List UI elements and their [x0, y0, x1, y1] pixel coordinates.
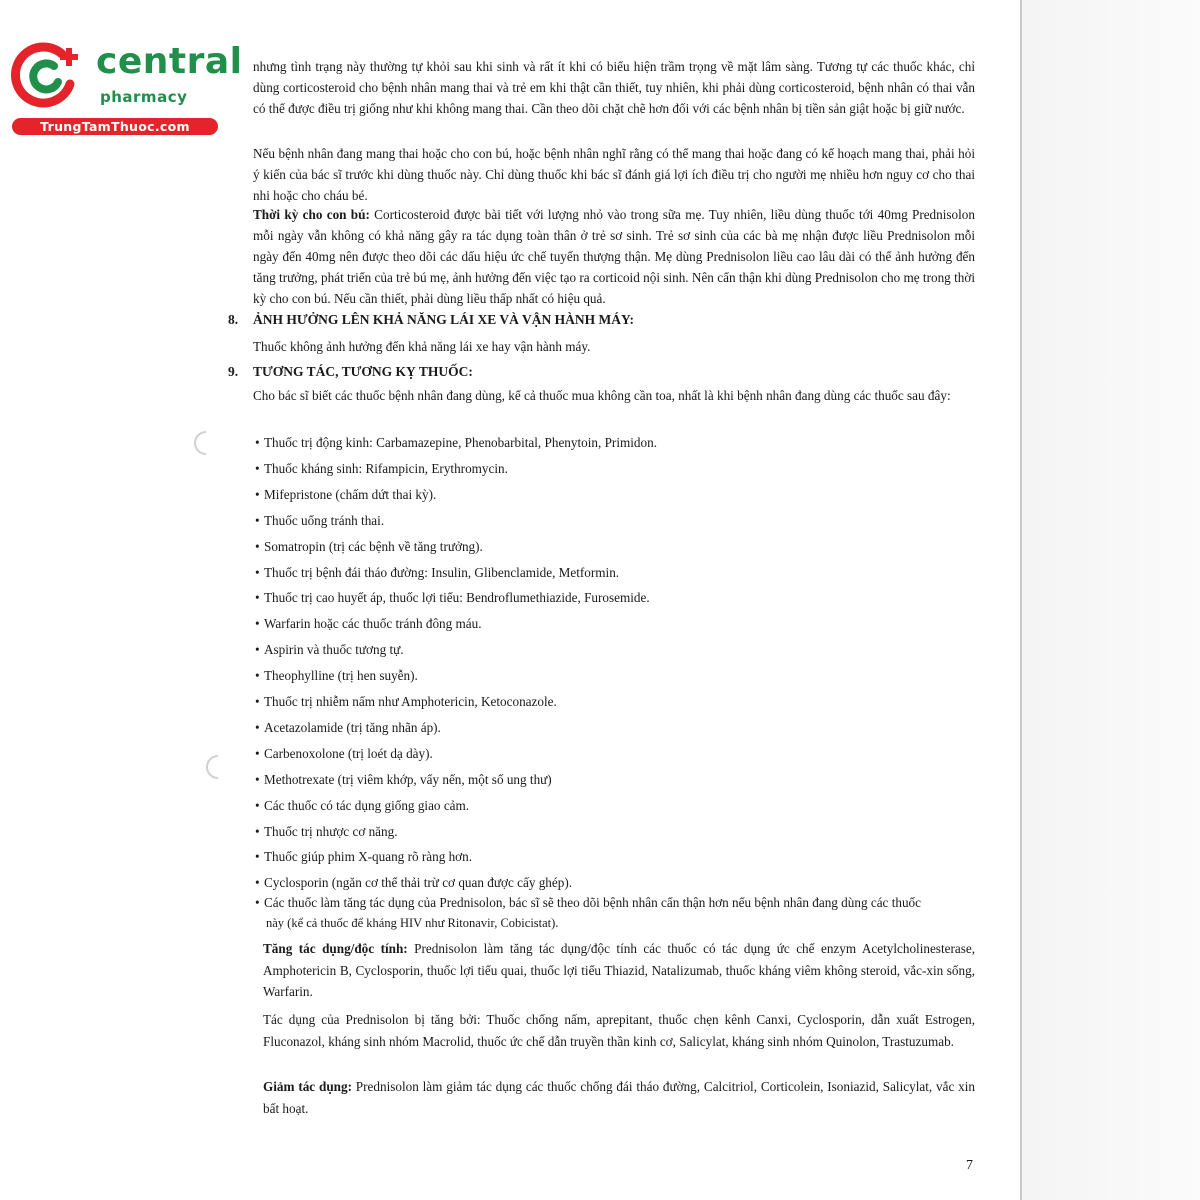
list-item-text: Cyclosporin (ngăn cơ thể thải trừ cơ quan được cấy ghép).: [264, 875, 573, 891]
decreased-effect-label: Giảm tác dụng:: [263, 1079, 352, 1094]
pharmacy-logo-icon: [10, 38, 84, 112]
list-item-text: Thuốc trị cao huyết áp, thuốc lợi tiểu: Bendroflumethiazide, Furosemide.: [264, 590, 650, 606]
list-item-text: Theophylline (trị hen suyễn).: [264, 668, 418, 684]
increased-toxicity-paragraph: [263, 938, 975, 1003]
list-item: • Thuốc trị bệnh đái tháo đường: Insulin, Glibenclamide, Metformin.: [255, 564, 620, 580]
page-margin-shadow: [1022, 0, 1200, 1200]
breastfeeding-text: Corticosteroid được bài tiết với lượng nhỏ vào trong sữa mẹ. Tuy nhiên, liều dùng thuốc tới 40mg Prednisolon mỗi ngày vẫn không có khả năng gây ra tác dụng toàn thân ở trẻ sơ sinh. Trẻ sơ sinh của các bà mẹ nhận được liều Prednisolon mỗi ngày đến 40mg nên được theo dõi các dấu hiệu ức chế tuyến thượng thận. Mẹ dùng Prednisolon liều cao lâu dài có thể ảnh hưởng đến tăng trưởng, phát triển của trẻ bú mẹ, ảnh hưởng đến việc tạo ra corticoid nội sinh. Nên cẩn thận khi dùng Prednisolon cho mẹ trong thời kỳ cho con bú. Nếu cần thiết, phải dùng liều thấp nhất có hiệu quả.: [253, 207, 975, 306]
section-8-heading: [228, 312, 634, 328]
list-item-text: Thuốc giúp phim X-quang rõ ràng hơn.: [264, 849, 473, 865]
list-item: • Methotrexate (trị viêm khớp, vẩy nến, một số ung thư): [255, 771, 552, 787]
list-item-text: Thuốc trị nhược cơ năng.: [264, 823, 398, 839]
list-item-text: Acetazolamide (trị tăng nhãn áp).: [264, 719, 441, 735]
list-item: • Thuốc trị nhiễm nấm như Amphotericin, Ketoconazole.: [255, 694, 557, 709]
breastfeeding-label: Thời kỳ cho con bú:: [253, 207, 370, 222]
list-item-text: Warfarin hoặc các thuốc tránh đông máu.: [264, 616, 482, 632]
list-item-continuation: này (kể cả thuốc để kháng HIV như Ritonavir, Cobicistat).: [266, 916, 559, 930]
increased-toxicity-label: Tăng tác dụng/độc tính:: [263, 941, 408, 956]
page-edge: [1020, 0, 1022, 1200]
pregnancy-paragraph: nhưng tình trạng này thường tự khỏi sau khi sinh và rất ít khi có biểu hiện trầm trọng về mặt lâm sàng. Tương tự các thuốc khác, chỉ dùng corticosteroid cho bệnh nhân mang thai và trẻ em khi thật cần thiết, tuy nhiên, khi phải dùng corticosteroid, bệnh nhân có thai vẫn có thể được điều trị giống như khi không mang thai. Cần theo dõi chặt chẽ hơn đối với các bệnh nhân bị tiền sản giật hoặc bị giữ nước.: [253, 59, 975, 116]
breastfeeding-paragraph: [253, 204, 975, 309]
section-9-intro: Cho bác sĩ biết các thuốc bệnh nhân đang dùng, kể cả thuốc mua không cần toa, nhất là khi bệnh nhân đang dùng các thuốc sau đây:: [253, 388, 951, 403]
list-item-text: Thuốc trị động kinh: Carbamazepine, Phenobarbital, Phenytoin, Primidon.: [264, 435, 657, 450]
list-item-text: Methotrexate (trị viêm khớp, vẩy nến, một số ung thư): [264, 771, 552, 787]
logo-url-badge: TrungTamThuoc.com: [12, 118, 218, 135]
list-item-text: Carbenoxolone (trị loét dạ dày).: [264, 745, 433, 761]
list-item-text: Somatropin (trị các bệnh về tăng trưởng).: [264, 538, 483, 554]
list-item: • Warfarin hoặc các thuốc tránh đông máu.: [255, 616, 482, 632]
list-item: • Thuốc kháng sinh: Rifampicin, Erythromycin.: [255, 460, 508, 476]
list-item: • Các thuốc có tác dụng giống giao cảm.: [255, 797, 470, 813]
section-9-number: 9.: [228, 364, 239, 379]
list-item-text: Các thuốc có tác dụng giống giao cảm.: [264, 797, 470, 813]
list-item: • Các thuốc làm tăng tác dụng của Prednisolon, bác sĩ sẽ theo dõi bệnh nhân cẩn thận hơn nếu bệnh nhân đang dùng các thuốc này (kể cả thuốc để kháng HIV như Ritonavir, Cobicistat).: [255, 893, 975, 933]
decreased-effect-text: Prednisolon làm giảm tác dụng các thuốc chống đái tháo đường, Calcitriol, Corticolein, Isoniazid, Salicylat, vắc xin bất hoạt.: [263, 1079, 975, 1116]
punch-hole-icon: [186, 428, 212, 458]
list-item: • Somatropin (trị các bệnh về tăng trưởng).: [255, 538, 483, 554]
list-item: • Acetazolamide (trị tăng nhãn áp).: [255, 719, 441, 735]
section-9-title: TƯƠNG TÁC, TƯƠNG KỴ THUỐC:: [253, 364, 473, 379]
section-8-text: Thuốc không ảnh hưởng đến khả năng lái xe hay vận hành máy.: [253, 339, 591, 354]
list-item: • Thuốc trị nhược cơ năng.: [255, 823, 398, 839]
increased-toxicity-text: Prednisolon làm tăng tác dụng/độc tính các thuốc có tác dụng ức chế enzym Acetylcholinesterase, Amphotericin B, Cyclosporin, thuốc lợi tiểu quai, thuốc lợi tiểu Thiazid, Natalizumab, thuốc kháng viêm không steroid, vắc-xin sống, Warfarin.: [263, 941, 975, 999]
list-item: • Thuốc uống tránh thai.: [255, 512, 385, 528]
pregnancy-advice-paragraph: Nếu bệnh nhân đang mang thai hoặc cho con bú, hoặc bệnh nhân nghĩ rằng có thể mang thai hoặc đang có kế hoạch mang thai, phải hỏi ý kiến của bác sĩ trước khi dùng thuốc này. Chỉ dùng thuốc khi bác sĩ đánh giá lợi ích điều trị cho người mẹ nhiều hơn nguy cơ cho thai nhi hoặc cho cháu bé.: [253, 146, 975, 203]
list-item-text: Thuốc trị bệnh đái tháo đường: Insulin, Glibenclamide, Metformin.: [264, 564, 620, 580]
decreased-effect-paragraph: [263, 1076, 975, 1119]
list-item-text: Các thuốc làm tăng tác dụng của Prednisolon, bác sĩ sẽ theo dõi bệnh nhân cẩn thận hơn nếu bệnh nhân đang dùng các thuốc: [264, 895, 922, 910]
central-pharmacy-logo[interactable]: [10, 38, 243, 138]
list-item-text: Thuốc kháng sinh: Rifampicin, Erythromycin.: [264, 460, 508, 476]
list-item-text: Thuốc trị nhiễm nấm như Amphotericin, Ketoconazole.: [264, 694, 557, 709]
punch-hole-icon: [198, 752, 224, 782]
list-item-text: Mifepristone (chấm dứt thai kỳ).: [264, 486, 437, 502]
list-item: • Aspirin và thuốc tương tự.: [255, 642, 404, 658]
list-item: • Thuốc trị động kinh: Carbamazepine, Phenobarbital, Phenytoin, Primidon.: [255, 435, 657, 450]
section-9-heading: [228, 364, 473, 380]
logo-subtitle: pharmacy: [100, 88, 188, 106]
logo-wordmark: central: [96, 41, 243, 82]
list-item: • Theophylline (trị hen suyễn).: [255, 668, 418, 684]
list-item-text: Thuốc uống tránh thai.: [264, 512, 385, 528]
list-item: • Thuốc trị cao huyết áp, thuốc lợi tiểu: Bendroflumethiazide, Furosemide.: [255, 590, 650, 606]
list-item: • Cyclosporin (ngăn cơ thể thải trừ cơ quan được cấy ghép).: [255, 875, 573, 891]
list-item: • Mifepristone (chấm dứt thai kỳ).: [255, 486, 437, 502]
list-item-text: Aspirin và thuốc tương tự.: [264, 642, 404, 658]
page-number: 7: [966, 1158, 973, 1173]
section-8-title: ẢNH HƯỞNG LÊN KHẢ NĂNG LÁI XE VÀ VẬN HÀNH MÁY:: [253, 312, 635, 327]
list-item: • Thuốc giúp phim X-quang rõ ràng hơn.: [255, 849, 473, 865]
section-8-number: 8.: [228, 312, 239, 327]
list-item: • Carbenoxolone (trị loét dạ dày).: [255, 745, 433, 761]
increased-by-paragraph: Tác dụng của Prednisolon bị tăng bởi: Thuốc chống nấm, aprepitant, thuốc chẹn kênh Canxi, Cyclosporin, dẫn xuất Estrogen, Fluconazol, kháng sinh nhóm Macrolid, thuốc ức chế dẫn truyền thần kinh cơ, Salicylat, kháng sinh nhóm Quinolon, Trastuzumab.: [263, 1012, 975, 1049]
